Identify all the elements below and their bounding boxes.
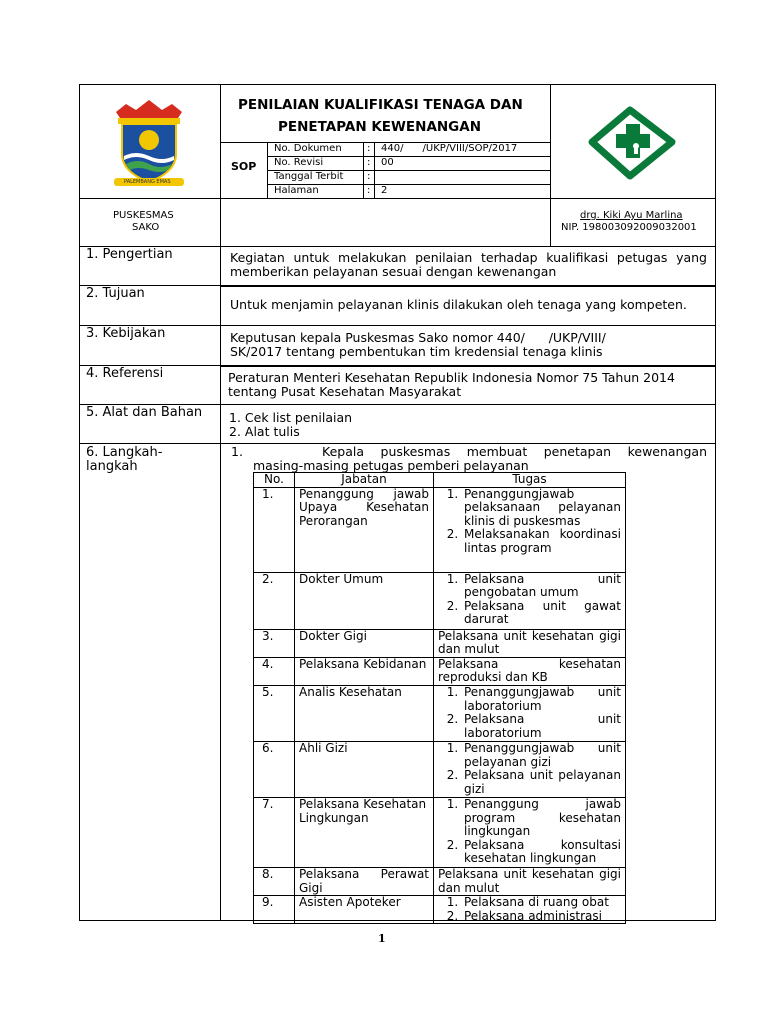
task-item: 1. Penanggungjawab pelaksanaan pelayanan klinis di puskesmas (462, 488, 621, 529)
org-name-line1: PUSKESMAS (113, 210, 174, 221)
task-item: 2. Pelaksana unit gawat darurat (462, 600, 621, 627)
doc-field-label: Tanggal Terbit (274, 171, 344, 182)
grid-line (79, 246, 716, 247)
row-tugas: Pelaksana unit kesehatan gigi dan mulut (434, 629, 626, 657)
row-jabatan: Penanggung jawab Upaya Kesehatan Perorangan (295, 487, 434, 572)
signer-name: drg. Kiki Ayu Marlina (580, 210, 683, 221)
section-label-langkah: 6. Langkah- (86, 445, 163, 460)
table-row (254, 487, 626, 572)
doc-field-label: Halaman (274, 185, 319, 196)
section-label-kebijakan: 3. Kebijakan (86, 326, 166, 341)
row-number: 5. (254, 685, 295, 741)
doc-field-label: No. Revisi (274, 157, 324, 168)
doc-field-value: 00 (381, 157, 394, 168)
row-jabatan: Pelaksana Perawat Gigi (295, 867, 434, 895)
signer-nip: NIP. 198003092009032001 (561, 222, 697, 233)
grid-line (220, 366, 716, 367)
row-jabatan: Dokter Gigi (295, 629, 434, 657)
section-text-pengertian: Kegiatan untuk melakukan penilaian terhadap kualifikasi petugas yang memberikan pelayanan sesuai dengan kewenangan (230, 250, 707, 279)
row-number: 2. (254, 572, 295, 629)
task-item: 2. Melaksanakan koordinasi lintas program (462, 528, 621, 555)
doc-field-sep: : (367, 143, 371, 154)
row-number: 7. (254, 797, 295, 867)
section-text-tujuan: Untuk menjamin pelayanan klinis dilakukan oleh tenaga yang kompeten. (230, 297, 687, 312)
row-tugas: Pelaksana kesehatan reproduksi dan KB (434, 657, 626, 685)
task-item: 1. Penanggungjawab unit pelayanan gizi (462, 742, 621, 769)
row-jabatan: Ahli Gizi (295, 741, 434, 797)
table-row (254, 657, 626, 685)
row-tugas (434, 797, 626, 867)
doc-field-sep: : (367, 157, 371, 168)
tool-item: 1. Cek list penilaian (229, 410, 353, 425)
row-number: 3. (254, 629, 295, 657)
section-text-referensi: Peraturan Menteri Kesehatan Republik Indonesia Nomor 75 Tahun 2014 tentang Pusat Kesehatan Masyarakat (228, 370, 675, 399)
tasks-table (253, 472, 626, 924)
table-row (254, 797, 626, 867)
doc-field-sep: : (367, 171, 371, 182)
task-item: 2. Pelaksana unit pelayanan gizi (462, 769, 621, 796)
sop-label: SOP (231, 160, 257, 173)
document-title-line2: PENETAPAN KEWENANGAN (278, 119, 482, 135)
doc-field-value: 2 (381, 185, 388, 196)
row-tugas (434, 741, 626, 797)
row-tugas (434, 685, 626, 741)
row-jabatan: Pelaksana Kesehatan Lingkungan (295, 797, 434, 867)
table-row (254, 896, 626, 924)
table-header-row (254, 473, 626, 488)
document-title-line1: PENILAIAN KUALIFIKASI TENAGA DAN (238, 97, 523, 113)
doc-field-value: 440/ /UKP/VIII/SOP/2017 (381, 143, 518, 154)
step-text-line1: Kepala puskesmas membuat penetapan kewenangan (322, 444, 707, 459)
task-item: 2. Pelaksana unit laboratorium (462, 713, 621, 740)
task-item: 1. Penanggung jawab program kesehatan lingkungan (462, 798, 621, 839)
grid-line (79, 198, 716, 199)
row-number: 1. (254, 487, 295, 572)
task-item: 2. Pelaksana administrasi (462, 910, 621, 924)
column-header-jabatan: Jabatan (295, 473, 434, 488)
task-item: 1. Penanggungjawab unit laboratorium (462, 686, 621, 713)
doc-field-sep: : (367, 185, 371, 196)
row-jabatan: Asisten Apoteker (295, 896, 434, 924)
row-tugas: Pelaksana unit kesehatan gigi dan mulut (434, 867, 626, 895)
section-text-kebijakan: Keputusan kepala Puskesmas Sako nomor 440/ /UKP/VIII/ SK/2017 tentang pembentukan tim kredensial tenaga klinis (230, 330, 610, 359)
table-row (254, 685, 626, 741)
tool-item: 2. Alat tulis (229, 424, 300, 439)
column-header-tugas: Tugas (434, 473, 626, 488)
city-crest-logo (108, 98, 190, 188)
grid-line (550, 84, 551, 246)
grid-line (220, 84, 221, 921)
row-number: 9. (254, 896, 295, 924)
puskesmas-logo (586, 104, 684, 182)
row-jabatan: Pelaksana Kebidanan (295, 657, 434, 685)
row-number: 6. (254, 741, 295, 797)
task-item: 2. Pelaksana konsultasi kesehatan lingkungan (462, 839, 621, 866)
row-number: 4. (254, 657, 295, 685)
table-row (254, 572, 626, 629)
section-label-langkah-cont: langkah (86, 459, 138, 474)
section-label-referensi: 4. Referensi (86, 366, 164, 381)
row-jabatan: Dokter Umum (295, 572, 434, 629)
step-text-line2: masing-masing petugas pemberi pelayanan (253, 458, 529, 473)
row-tugas (434, 896, 626, 924)
page-number: 1 (378, 932, 386, 945)
section-label-tujuan: 2. Tujuan (86, 286, 145, 301)
table-row (254, 741, 626, 797)
row-number: 8. (254, 867, 295, 895)
task-item: 1. Pelaksana di ruang obat (462, 896, 621, 910)
table-row (254, 629, 626, 657)
row-jabatan: Analis Kesehatan (295, 685, 434, 741)
doc-field-label: No. Dokumen (274, 143, 342, 154)
section-label-pengertian: 1. Pengertian (86, 247, 173, 262)
section-label-alat: 5. Alat dan Bahan (86, 405, 203, 420)
column-header-no: No. (254, 473, 295, 488)
grid-line (79, 325, 716, 326)
org-name-line2: SAKO (132, 222, 160, 233)
step-number: 1. (231, 444, 243, 459)
row-tugas (434, 572, 626, 629)
table-row (254, 867, 626, 895)
task-item: 1. Pelaksana unit pengobatan umum (462, 573, 621, 600)
row-tugas (434, 487, 626, 572)
grid-line (220, 286, 716, 287)
logo-caption: PALEMBANG EMAS (124, 179, 171, 185)
